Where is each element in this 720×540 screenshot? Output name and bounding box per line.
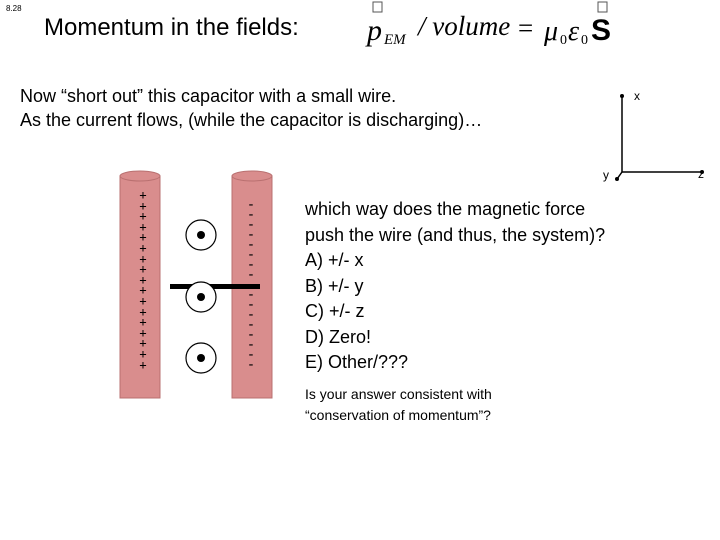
- intro-line: As the current flows, (while the capacitor is discharging)…: [20, 110, 483, 130]
- answer-option-d: D) Zero!: [305, 326, 372, 347]
- momentum-density-formula: [362, 0, 632, 50]
- answer-option-e: E) Other/???: [305, 352, 409, 372]
- positive-charge-signs: +++++++++++++++++: [139, 188, 147, 372]
- question-line: which way does the magnetic force: [305, 199, 586, 219]
- question-block: [305, 197, 605, 376]
- y-axis-label: y: [603, 168, 609, 182]
- answer-options: [305, 248, 605, 376]
- formula-p-subscript: EM: [384, 32, 406, 48]
- vector-marker-icon: [373, 2, 382, 12]
- answer-option-c: C) +/- z: [305, 301, 365, 321]
- slide-number: 8.28: [6, 4, 22, 13]
- note-line: “conservation of momentum”?: [305, 407, 491, 423]
- intro-line: Now “short out” this capacitor with a small wire.: [20, 86, 397, 106]
- formula-epsilon-subscript: 0: [581, 33, 588, 48]
- note-line: Is your answer consistent with: [305, 386, 492, 402]
- answer-option-a: A) +/- x: [305, 250, 364, 270]
- momentum-note: [305, 384, 492, 426]
- negative-charge-signs: -----------------: [246, 197, 256, 373]
- field-out-of-page-icon: [186, 282, 216, 312]
- formula-p: p: [367, 14, 382, 47]
- coordinate-axes: [598, 86, 720, 196]
- formula-mu-subscript: 0: [560, 33, 567, 48]
- formula-epsilon: ε: [568, 16, 580, 47]
- formula-poynting-vector: S: [591, 14, 612, 47]
- formula-mu: μ: [544, 16, 559, 47]
- question-line: push the wire (and thus, the system)?: [305, 224, 606, 245]
- x-axis-label: x: [634, 89, 640, 103]
- slide-title: Momentum in the fields:: [44, 14, 299, 41]
- answer-option-b: B) +/- y: [305, 275, 364, 296]
- z-axis-label: z: [698, 167, 704, 181]
- field-out-of-page-icon: [186, 343, 216, 373]
- formula-equals: =: [518, 13, 534, 43]
- vector-marker-icon: [598, 2, 607, 12]
- formula-volume: / volume: [418, 11, 511, 41]
- field-out-of-page-icon: [186, 220, 216, 250]
- intro-text: [20, 84, 482, 132]
